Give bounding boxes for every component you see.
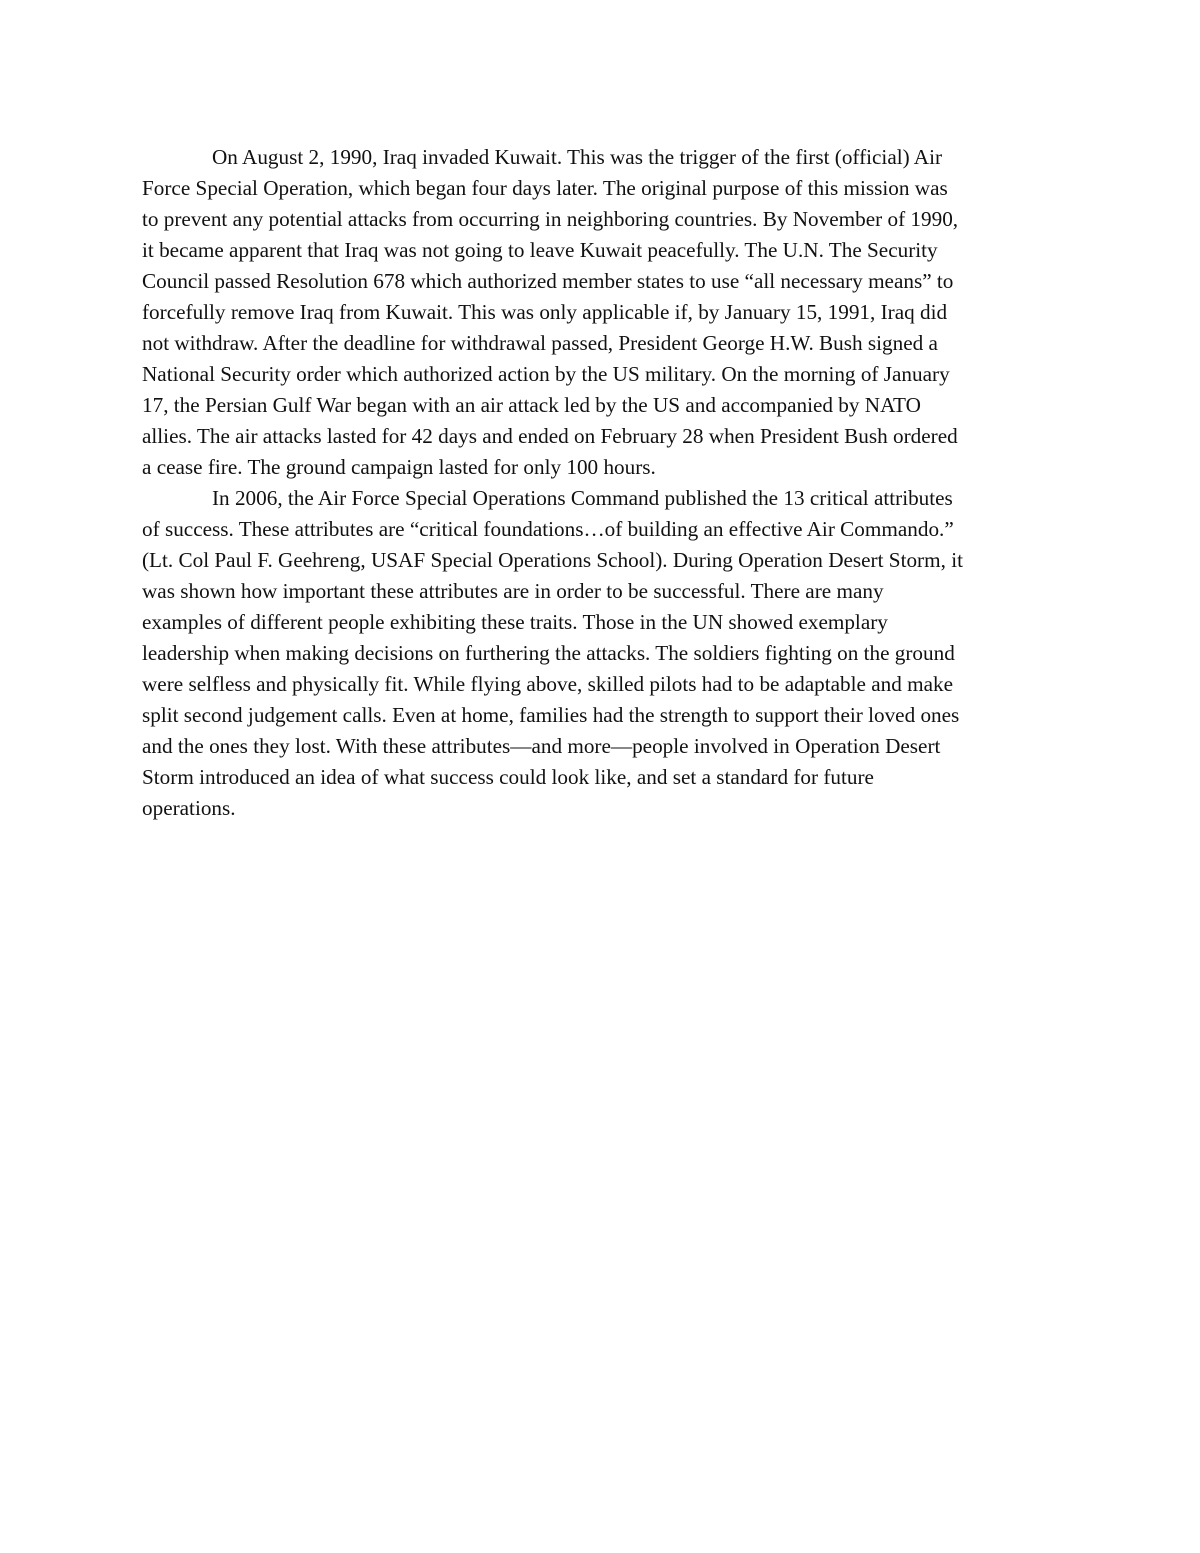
paragraph-2-line-5: examples of different people exhibiting these traits. Those in the UN showed exemplary [142, 610, 888, 634]
paragraph-1-line-7: not withdraw. After the deadline for withdrawal passed, President George H.W. Bush signed a [142, 331, 938, 355]
paragraph-2-line-2: of success. These attributes are “critical foundations…of building an effective Air Commando.” [142, 517, 954, 541]
paragraph-1-line-6: forcefully remove Iraq from Kuwait. This was only applicable if, by January 15, 1991, Iraq did [142, 300, 948, 324]
paragraph-2-line-6: leadership when making decisions on furthering the attacks. The soldiers fighting on the ground [142, 641, 955, 665]
paragraph-2-line-11: operations. [142, 796, 236, 820]
paragraph-1-line-5: Council passed Resolution 678 which authorized member states to use “all necessary means” to [142, 269, 954, 293]
paragraph-1-line-4: it became apparent that Iraq was not going to leave Kuwait peacefully. The U.N. The Security [142, 238, 938, 262]
paragraph-1-line-11: a cease fire. The ground campaign lasted for only 100 hours. [142, 455, 656, 479]
paragraph-2-line-9: and the ones they lost. With these attributes—and more—people involved in Operation Desert [142, 734, 941, 758]
document-body [142, 142, 1060, 824]
paragraph-1-line-2: Force Special Operation, which began four days later. The original purpose of this mission was [142, 176, 948, 200]
paragraph-2-line-7: were selfless and physically fit. While flying above, skilled pilots had to be adaptable and make [142, 672, 953, 696]
paragraph-2-line-10: Storm introduced an idea of what success could look like, and set a standard for future [142, 765, 874, 789]
paragraph-1-line-10: allies. The air attacks lasted for 42 days and ended on February 28 when President Bush ordered [142, 424, 958, 448]
paragraph-2-line-3: (Lt. Col Paul F. Geehreng, USAF Special Operations School). During Operation Desert Storm, it [142, 548, 963, 572]
paragraph-1-line-3: to prevent any potential attacks from occurring in neighboring countries. By November of 1990, [142, 207, 959, 231]
paragraph-1-line-9: 17, the Persian Gulf War began with an air attack led by the US and accompanied by NATO [142, 393, 921, 417]
paragraph-1-line-1: On August 2, 1990, Iraq invaded Kuwait. This was the trigger of the first (official) Air [212, 145, 943, 169]
paragraph-2-line-4: was shown how important these attributes are in order to be successful. There are many [142, 579, 884, 603]
paragraph-2-line-8: split second judgement calls. Even at home, families had the strength to support their loved ones [142, 703, 960, 727]
paragraph-1-line-8: National Security order which authorized action by the US military. On the morning of January [142, 362, 950, 386]
paragraph-2-line-1: In 2006, the Air Force Special Operations Command published the 13 critical attributes [212, 486, 953, 510]
